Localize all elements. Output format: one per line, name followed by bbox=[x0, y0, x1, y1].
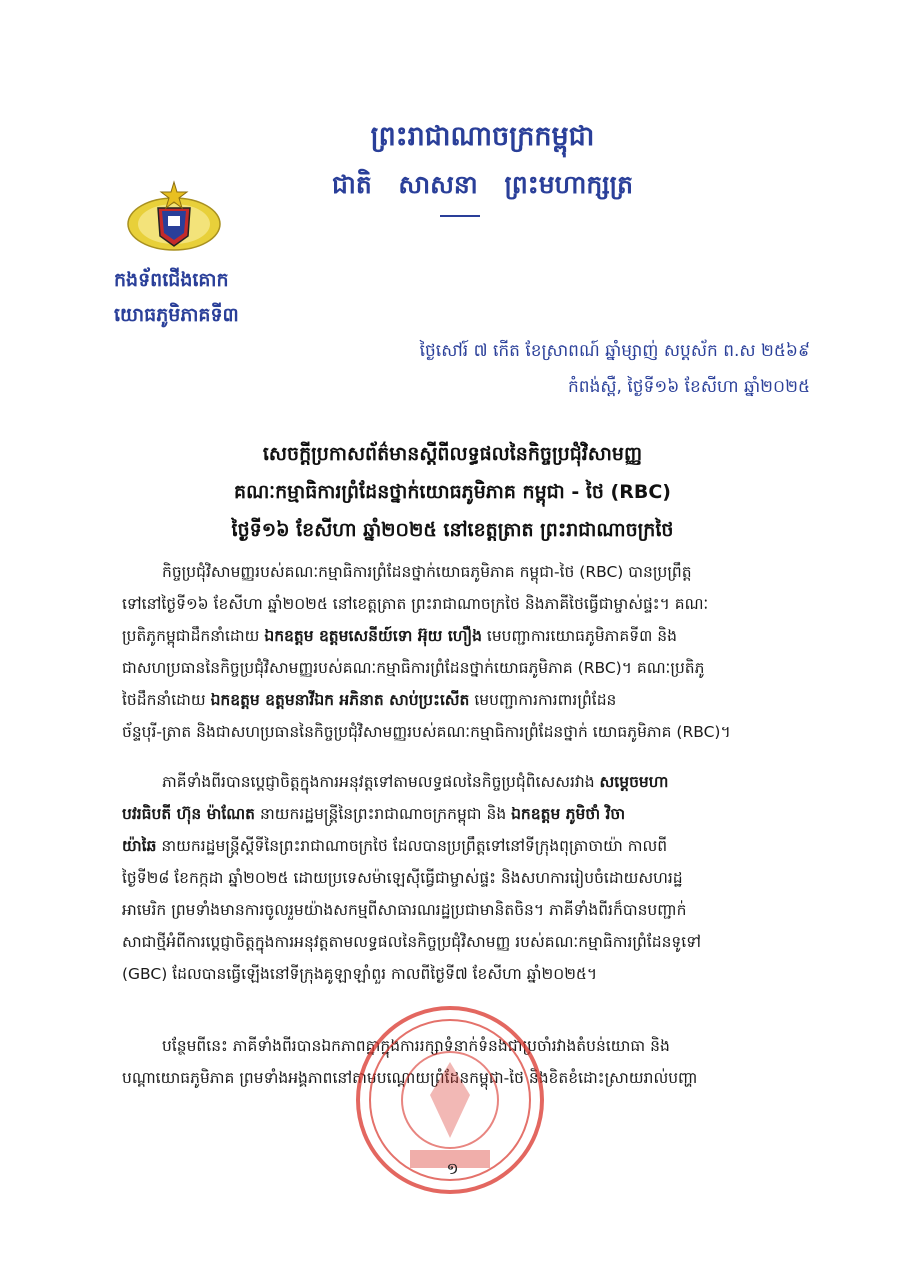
solar-date: កំពង់ស្ពឺ, ថ្ងៃទី១៦ ខែសីហា ឆ្នាំ២០២៥ bbox=[567, 377, 810, 397]
paragraph-line: កិច្ចប្រជុំវិសាមញ្ញរបស់គណៈកម្មាធិការព្រំដែនថ្នាក់យោធភូមិភាគ កម្ពុជា-ថៃ (RBC) បានប្រព្រឹត្ត bbox=[162, 563, 692, 581]
paragraph-line: ជាសហប្រធាននៃកិច្ចប្រជុំវិសាមញ្ញរបស់គណៈកម្មាធិការព្រំដែនថ្នាក់យោធភូមិភាគ (RBC)។ គណៈប្រតិភូ bbox=[122, 659, 705, 677]
cambodian-delegation-head: ឯកឧត្តម ឧត្តមសេនីយ៍ទោ អ៊ុយ ហឿង bbox=[264, 627, 482, 645]
cambodian-pm-name: បវរធិបតី ហ៊ុន ម៉ាណែត bbox=[122, 805, 256, 823]
paragraph-line: ច័ន្ទបុរី-ត្រាត និងជាសហប្រធាននៃកិច្ចប្រជុំវិសាមញ្ញរបស់គណៈកម្មាធិការព្រំដែនថ្នាក់ យោធភូមិភាគ (RBC)។ bbox=[122, 723, 731, 741]
paragraph-line: បណ្តាយោធភូមិភាគ ព្រមទាំងអង្គភាពនៅតាមបណ្តោយព្រំដែនកម្ពុជា-ថៃ និងខិតខំដោះស្រាយរាល់បញ្ហា bbox=[122, 1069, 698, 1087]
thai-pm-name: ឯកឧត្តម ភូមិថាំ វិចា bbox=[511, 805, 626, 823]
paragraph-line: យ៉ាឆៃ នាយករដ្ឋមន្ត្រីស្តីទីនៃព្រះរាជាណាចក្រថៃ ដែលបានប្រព្រឹត្តទៅនៅទីក្រុងពុត្រាចាយ៉ា កាលពី bbox=[122, 837, 668, 855]
paragraph-line: ថ្ងៃទី២៨ ខែកក្កដា ឆ្នាំ២០២៥ ដោយប្រទេសម៉ាឡេស៊ីធ្វើជាម្ចាស់ផ្ទះ និងសហការរៀបចំដោយសហរដ្ឋ bbox=[122, 869, 683, 887]
paragraph-line: សាជាថ្មីអំពីការប្តេជ្ញាចិត្តក្នុងការអនុវត្តតាមលទ្ធផលនៃកិច្ចប្រជុំវិសាមញ្ញ របស់គណៈកម្មាធិការព្រំដែនទូទៅ bbox=[122, 933, 701, 951]
tacteing-ornament-icon bbox=[440, 214, 480, 218]
lunar-date: ថ្ងៃសៅរ៍ ៧ កើត ខែស្រាពណ៍ ឆ្នាំម្សាញ់ សប្តស័ក ព.ស ២៥៦៩ bbox=[419, 341, 810, 361]
unit-name-military-region: យោធភូមិភាគទី៣ bbox=[114, 304, 239, 326]
kingdom-title: ព្រះរាជាណាចក្រកម្ពុជា bbox=[370, 121, 595, 152]
unit-name-army: កងទ័ពជើងគោក bbox=[114, 269, 229, 291]
army-emblem-icon bbox=[124, 178, 224, 256]
national-motto: ជាតិ សាសនា ព្រះមហាក្សត្រ bbox=[332, 170, 633, 199]
paragraph-line: បវរធិបតី ហ៊ុន ម៉ាណែត នាយករដ្ឋមន្ត្រីនៃព្រះរាជាណាចក្រកម្ពុជា និង ឯកឧត្តម ភូមិថាំ វិចា bbox=[122, 805, 626, 823]
document-title: សេចក្តីប្រកាសព័ត៌មានស្តីពីលទ្ធផលនៃកិច្ចប្រជុំវិសាមញ្ញ bbox=[262, 443, 643, 465]
paragraph-line: (GBC) ដែលបានធ្វើឡើងនៅទីក្រុងគូឡាឡាំពួរ កាលពីថ្ងៃទី៧ ខែសីហា ឆ្នាំ២០២៥។ bbox=[122, 965, 598, 983]
thai-delegation-head: ឯកឧត្តម ឧត្តមនាវីឯក អភិនាត សាប់ប្រះសើត bbox=[210, 691, 470, 709]
paragraph-line: ភាគីទាំងពីរបានប្តេជ្ញាចិត្តក្នុងការអនុវត្តទៅតាមលទ្ធផលនៃកិច្ចប្រជុំពិសេសរវាង សម្តេចមហា bbox=[162, 773, 669, 791]
document-subtitle: គណៈកម្មាធិការព្រំដែនថ្នាក់យោធភូមិភាគ កម្ពុជា - ថៃ (RBC) bbox=[234, 481, 671, 503]
paragraph-line: ទៅនៅថ្ងៃទី១៦ ខែសីហា ឆ្នាំ២០២៥ នៅខេត្តត្រាត ព្រះរាជាណាចក្រថៃ និងភាគីថៃធ្វើជាម្ចាស់ផ្ទះ។ គណៈ bbox=[122, 595, 709, 613]
paragraph-line: ប្រតិភូកម្ពុជាដឹកនាំដោយ ឯកឧត្តម ឧត្តមសេនីយ៍ទោ អ៊ុយ ហឿង មេបញ្ជាការយោធភូមិភាគទី៣ និង bbox=[122, 627, 677, 645]
paragraph-line: បន្ថែមពីនេះ ភាគីទាំងពីរបានឯកភាពគ្នាក្នុងការរក្សាទំនាក់ទំនងជាប្រចាំរវាងតំបន់យោធា និង bbox=[162, 1037, 670, 1055]
paragraph-1 bbox=[122, 556, 782, 748]
page-number: ១ bbox=[446, 1159, 459, 1178]
paragraph-2 bbox=[122, 766, 782, 990]
paragraph-line: អាមេរិក ព្រមទាំងមានការចូលរួមយ៉ាងសកម្មពីសាធារណរដ្ឋប្រជាមានិតចិន។ ភាគីទាំងពីរក៏បានបញ្ជាក់ bbox=[122, 901, 687, 919]
document-date-line: ថ្ងៃទី១៦ ខែសីហា ឆ្នាំ២០២៥ នៅខេត្តត្រាត ព្រះរាជាណាចក្រថៃ bbox=[231, 519, 674, 541]
paragraph-line: ថៃដឹកនាំដោយ ឯកឧត្តម ឧត្តមនាវីឯក អភិនាត សាប់ប្រះសើត មេបញ្ជាការការពារព្រំដែន bbox=[122, 691, 617, 709]
